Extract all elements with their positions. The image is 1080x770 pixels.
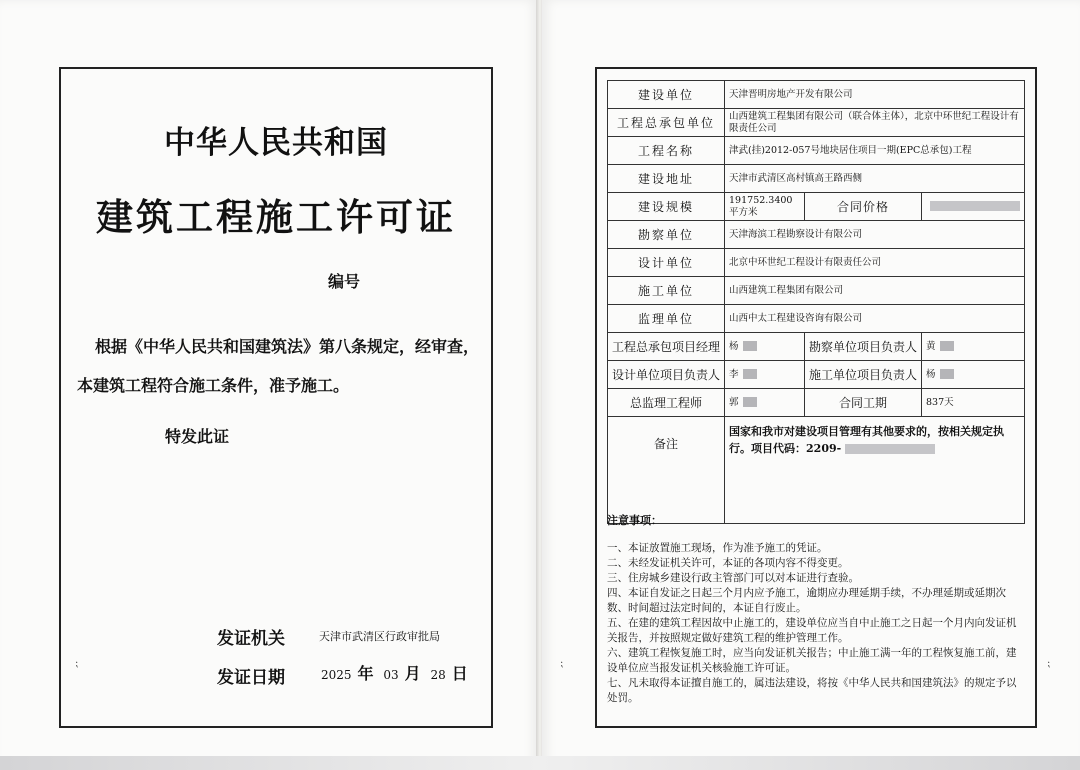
row-value: 山西建筑工程集团有限公司（联合体主体），北京中环世纪工程设计有限责任公司 bbox=[725, 109, 1025, 137]
year-unit: 年 bbox=[357, 664, 374, 683]
permit-cover-frame bbox=[59, 67, 493, 728]
binding-mark-right: ⁏ bbox=[560, 658, 564, 669]
row-value: 北京中环世纪工程设计有限责任公司 bbox=[725, 249, 1025, 277]
permit-title: 建筑工程施工许可证 bbox=[96, 195, 456, 239]
person-value: 郭 bbox=[725, 389, 805, 417]
redaction-block bbox=[845, 444, 935, 454]
table-row bbox=[608, 361, 1025, 389]
binding-mark-left: ⁏ bbox=[75, 658, 79, 669]
person-value: 黄 bbox=[922, 333, 1025, 361]
list-item: 五、在建的建筑工程因故中止施工的，建设单位应当自中止施工之日起一个月内向发证机关报告，并按照规定做好建筑工程的维护管理工作。 bbox=[607, 617, 1017, 644]
table-row bbox=[608, 221, 1025, 249]
serial-number-label: 编号 bbox=[328, 272, 361, 291]
redaction-block bbox=[940, 369, 954, 379]
row-value: 山西中太工程建设咨询有限公司 bbox=[725, 305, 1025, 333]
month-unit: 月 bbox=[404, 664, 421, 683]
row-label: 建设规模 bbox=[608, 193, 725, 221]
row-label: 工程总承包单位 bbox=[608, 109, 725, 137]
person-label: 工程总承包项目经理 bbox=[608, 333, 725, 361]
list-item: 一、本证放置施工现场，作为准予施工的凭证。 bbox=[607, 542, 828, 554]
project-info-table bbox=[607, 80, 1025, 524]
table-row bbox=[608, 249, 1025, 277]
table-row bbox=[608, 277, 1025, 305]
person-value: 杨 bbox=[922, 361, 1025, 389]
left-page bbox=[0, 0, 538, 770]
list-item: 二、未经发证机关许可，本证的各项内容不得变更。 bbox=[607, 557, 849, 569]
list-item: 三、住房城乡建设行政主管部门可以对本证进行查验。 bbox=[607, 572, 859, 584]
redaction-block bbox=[940, 341, 954, 351]
issue-date-label: 发证日期 bbox=[217, 668, 285, 688]
row-value: 天津晋明房地产开发有限公司 bbox=[725, 81, 1025, 109]
row-label: 建设地址 bbox=[608, 165, 725, 193]
person-value: 李 bbox=[725, 361, 805, 389]
issue-month: 03 bbox=[383, 668, 399, 682]
issue-date bbox=[321, 661, 474, 684]
scan-edge bbox=[0, 756, 1080, 770]
table-row bbox=[608, 109, 1025, 137]
row-label: 建设单位 bbox=[608, 81, 725, 109]
table-row bbox=[608, 389, 1025, 417]
row-value: 山西建筑工程集团有限公司 bbox=[725, 277, 1025, 305]
table-row bbox=[608, 165, 1025, 193]
row-label: 勘察单位 bbox=[608, 221, 725, 249]
redaction-block bbox=[743, 397, 757, 407]
table-row bbox=[608, 417, 1025, 524]
remarks-label: 备注 bbox=[608, 417, 725, 524]
notice-list bbox=[607, 541, 1025, 706]
permit-details-frame bbox=[595, 67, 1037, 728]
table-row bbox=[608, 137, 1025, 165]
contract-price-value bbox=[922, 193, 1025, 221]
contract-price-label: 合同价格 bbox=[804, 193, 921, 221]
special-issue-text: 特发此证 bbox=[165, 427, 230, 446]
issuing-authority-value: 天津市武清区行政审批局 bbox=[319, 630, 440, 643]
person-label: 总监理工程师 bbox=[608, 389, 725, 417]
remarks-text: 国家和我市对建设项目管理有其他要求的，按相关规定执行。项目代码：2209- bbox=[729, 425, 1005, 455]
table-row bbox=[608, 193, 1025, 221]
table-row bbox=[608, 333, 1025, 361]
list-item: 六、建筑工程恢复施工时，应当向发证机关报告；中止施工满一年的工程恢复施工前，建设单位应当报发证机关核验施工许可证。 bbox=[607, 647, 1017, 674]
row-value: 191752.3400平方米 bbox=[725, 193, 805, 221]
redaction-block bbox=[743, 369, 757, 379]
declaration-line-1: 根据《中华人民共和国建筑法》第八条规定，经审查， bbox=[95, 337, 480, 356]
row-label: 施工单位 bbox=[608, 277, 725, 305]
person-label: 勘察单位项目负责人 bbox=[804, 333, 921, 361]
redaction-block bbox=[930, 201, 1020, 211]
country-title: 中华人民共和国 bbox=[164, 125, 388, 161]
person-label: 合同工期 bbox=[804, 389, 921, 417]
person-label: 设计单位项目负责人 bbox=[608, 361, 725, 389]
contract-duration-value: 837天 bbox=[922, 389, 1025, 417]
issue-year: 2025 bbox=[321, 668, 352, 682]
declaration-line-2: 本建筑工程符合施工条件，准予施工。 bbox=[77, 376, 350, 395]
list-item: 七、凡未取得本证擅自施工的，属违法建设，将按《中华人民共和国建筑法》的规定予以处罚。 bbox=[607, 677, 1017, 704]
issue-day: 28 bbox=[430, 668, 446, 682]
row-label: 设计单位 bbox=[608, 249, 725, 277]
table-row bbox=[608, 81, 1025, 109]
binding-mark-edge: ⁏ bbox=[1047, 658, 1051, 669]
day-unit: 日 bbox=[451, 664, 468, 683]
row-value: 天津海滨工程勘察设计有限公司 bbox=[725, 221, 1025, 249]
person-label: 施工单位项目负责人 bbox=[804, 361, 921, 389]
table-row bbox=[608, 305, 1025, 333]
row-value: 津武(挂)2012-057号地块居住项目一期(EPC总承包)工程 bbox=[725, 137, 1025, 165]
row-value: 天津市武清区高村镇高王路西侧 bbox=[725, 165, 1025, 193]
redaction-block bbox=[743, 341, 757, 351]
list-item: 四、本证自发证之日起三个月内应予施工，逾期应办理延期手续，不办理延期或延期次数、时间超过法定时间的，本证自行废止。 bbox=[607, 587, 1006, 614]
notice-title: 注意事项： bbox=[607, 514, 662, 527]
person-value: 杨 bbox=[725, 333, 805, 361]
remarks-value bbox=[725, 417, 1025, 524]
issuing-authority-label: 发证机关 bbox=[217, 629, 285, 649]
row-label: 工程名称 bbox=[608, 137, 725, 165]
row-label: 监理单位 bbox=[608, 305, 725, 333]
